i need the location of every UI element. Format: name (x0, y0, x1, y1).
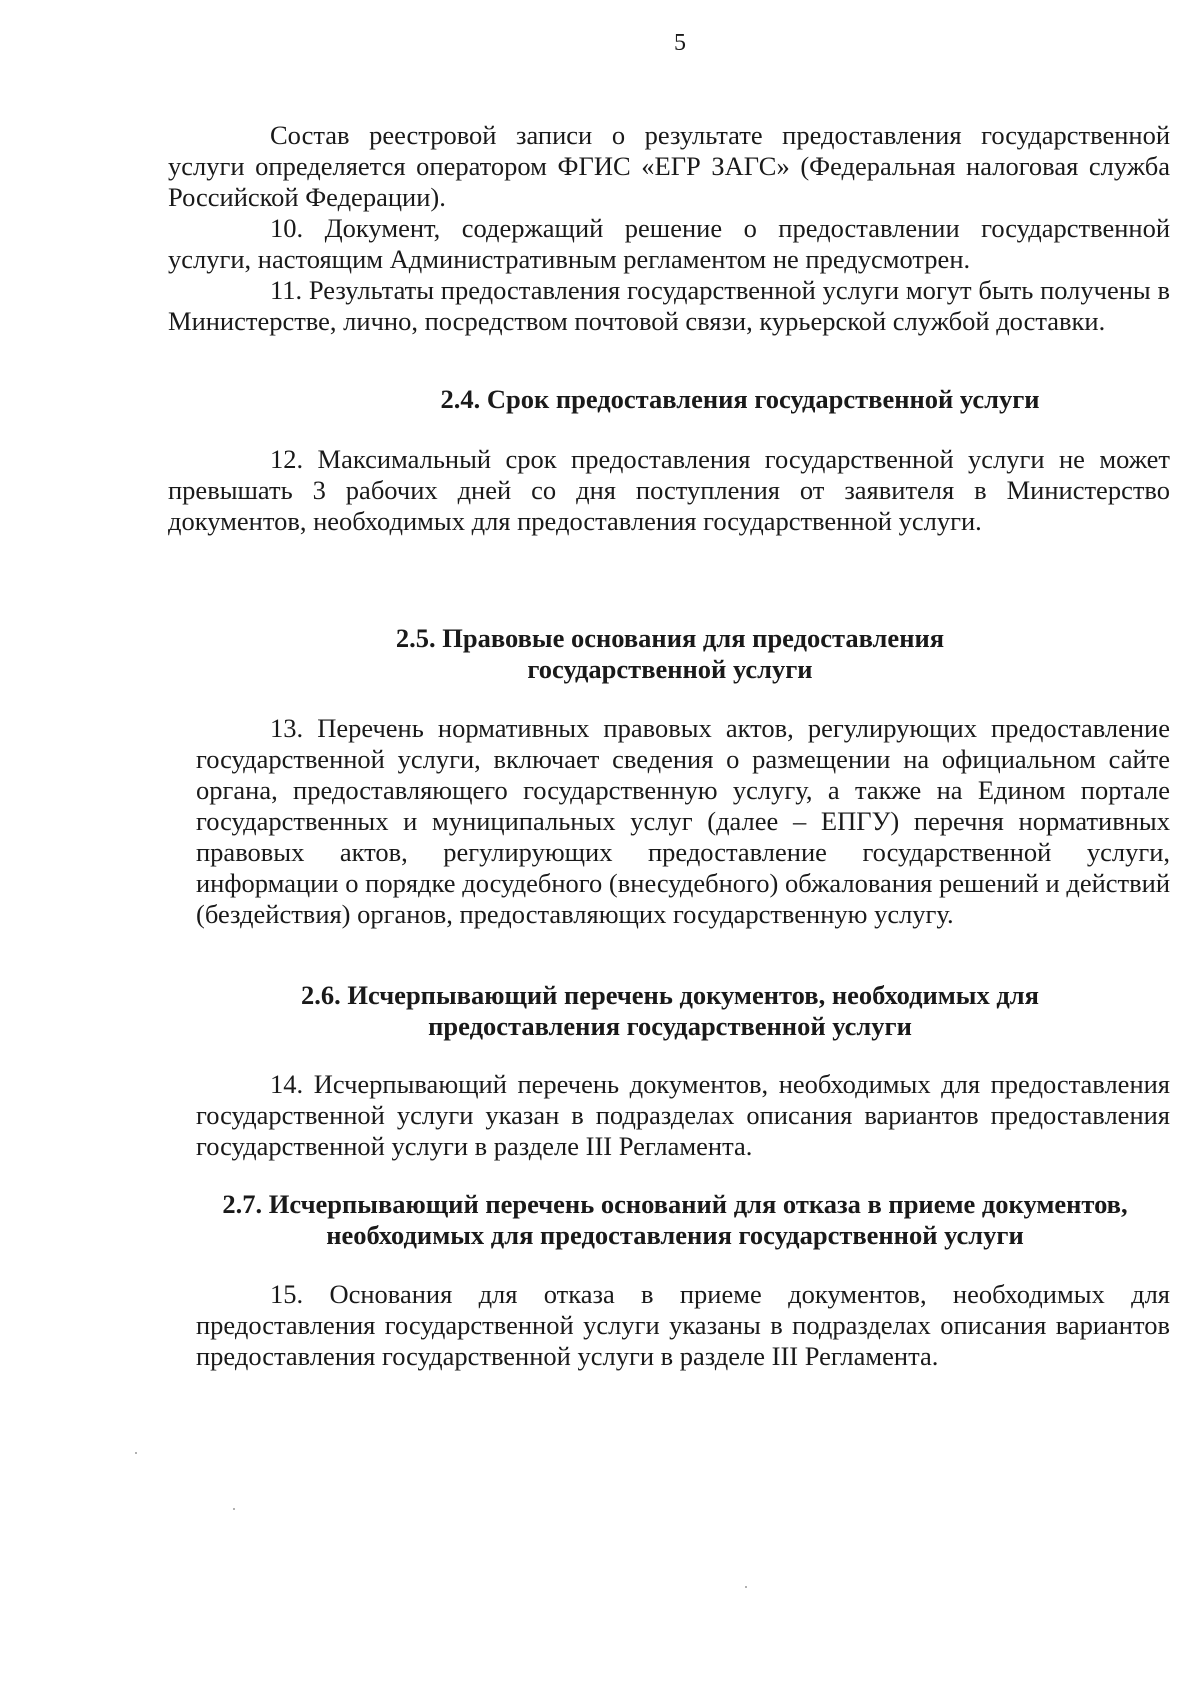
heading-2-6-line-1: 2.6. Исчерпывающий перечень документов, необходимых для (301, 980, 1039, 1010)
heading-2-5-line-1: 2.5. Правовые основания для предоставления (395, 623, 945, 653)
heading-2-6-line-2: предоставления государственной услуги (428, 1011, 912, 1041)
paragraph-10: 10. Документ, содержащий решение о предоставлении государственной услуги, настоящим Административным регламентом не предусмотрен. (168, 213, 1170, 274)
scan-speck (135, 1452, 137, 1454)
heading-2-7-line-1: 2.7. Исчерпывающий перечень оснований для отказа в приеме документов, (222, 1189, 1128, 1219)
scan-speck (745, 1586, 747, 1588)
heading-2-4: 2.4. Срок предоставления государственной услуги (440, 384, 1040, 414)
heading-2-5-line-2: государственной услуги (527, 654, 813, 684)
paragraph-15: 15. Основания для отказа в приеме документов, необходимых для предоставления государственной услуги указаны в подразделах описания вариантов предоставления государственной услуги в разделе III Регламента. (196, 1279, 1170, 1371)
page-number: 5 (674, 30, 686, 56)
heading-2-7-line-2: необходимых для предоставления государственной услуги (326, 1220, 1024, 1250)
heading-2-7 (180, 1189, 1170, 1251)
scan-speck (233, 1508, 235, 1510)
paragraph-registry-record: Состав реестровой записи о результате предоставления государственной услуги определяется оператором ФГИС «ЕГР ЗАГС» (Федеральная налоговая служба Российской Федерации). (168, 120, 1170, 212)
paragraph-11: 11. Результаты предоставления государственной услуги могут быть получены в Министерстве, лично, посредством почтовой связи, курьерской службой доставки. (168, 275, 1170, 336)
heading-2-5 (190, 623, 1150, 685)
heading-2-6 (190, 980, 1150, 1042)
paragraph-14: 14. Исчерпывающий перечень документов, необходимых для предоставления государственной услуги указан в подразделах описания вариантов предоставления государственной услуги в разделе III Регламента. (196, 1069, 1170, 1161)
paragraph-13: 13. Перечень нормативных правовых актов, регулирующих предоставление государственной услуги, включает сведения о размещении на официальном сайте органа, предоставляющего государственную услугу, а также на Едином портале государственных и муниципальных услуг (далее – ЕПГУ) перечня нормативных правовых актов, регулирующих предоставление государственной услуги, информации о порядке досудебного (внесудебного) обжалования решений и действий (бездействия) органов, предоставляющих государственную услугу. (196, 713, 1170, 929)
paragraph-12: 12. Максимальный срок предоставления государственной услуги не может превышать 3 рабочих дней со дня поступления от заявителя в Министерство документов, необходимых для предоставления государственной услуги. (168, 444, 1170, 536)
